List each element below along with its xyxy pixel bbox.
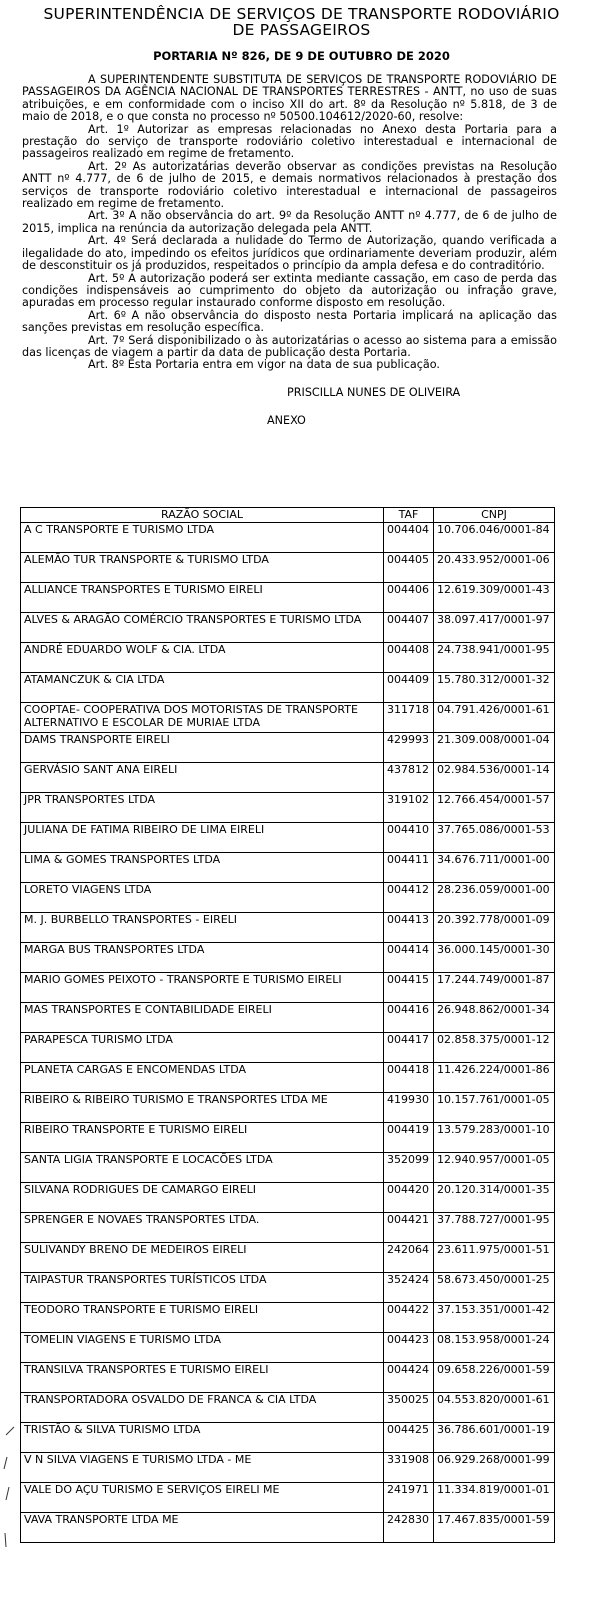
cell-taf: 004414 <box>384 943 434 973</box>
cell-cnpj: 24.738.941/0001-95 <box>434 643 555 673</box>
cell-razao-social: LORETO VIAGENS LTDA <box>21 883 384 913</box>
signature-name: PRISCILLA NUNES DE OLIVEIRA <box>287 385 461 399</box>
cell-taf: 242064 <box>384 1243 434 1273</box>
article-8: Art. 8º Esta Portaria entra em vigor na data de sua publicação. <box>88 358 440 372</box>
table-row <box>21 1213 555 1243</box>
table-row <box>21 1003 555 1033</box>
cell-cnpj: 58.673.450/0001-25 <box>434 1273 555 1303</box>
document-header <box>0 6 603 38</box>
cell-taf: 437812 <box>384 763 434 793</box>
table-row <box>21 1453 555 1483</box>
cell-razao-social: ALEMÃO TUR TRANSPORTE & TURISMO LTDA <box>21 553 384 583</box>
cell-razao-social: COOPTAE- COOPERATIVA DOS MOTORISTAS DE TRANSPORTE ALTERNATIVO E ESCOLAR DE MURIAE LTDA <box>21 703 384 733</box>
cell-cnpj: 10.157.761/0001-05 <box>434 1093 555 1123</box>
table-body <box>21 523 555 1543</box>
cell-cnpj: 04.791.426/0001-61 <box>434 703 555 733</box>
cell-razao-social: SANTA LIGIA TRANSPORTE E LOCACÕES LTDA <box>21 1153 384 1183</box>
cell-razao-social: TRANSPORTADORA OSVALDO DE FRANCA & CIA LTDA <box>21 1393 384 1423</box>
cell-cnpj: 02.984.536/0001-14 <box>434 763 555 793</box>
cell-cnpj: 37.788.727/0001-95 <box>434 1213 555 1243</box>
cell-razao-social: PARAPESCA TURISMO LTDA <box>21 1033 384 1063</box>
cell-cnpj: 28.236.059/0001-00 <box>434 883 555 913</box>
cell-taf: 004410 <box>384 823 434 853</box>
cell-razao-social: A C TRANSPORTE E TURISMO LTDA <box>21 523 384 553</box>
cell-cnpj: 06.929.268/0001-99 <box>434 1453 555 1483</box>
table-row <box>21 1243 555 1273</box>
portaria-title: PORTARIA Nº 826, DE 9 DE OUTUBRO DE 2020 <box>153 49 450 63</box>
cell-razao-social: JPR TRANSPORTES LTDA <box>21 793 384 823</box>
table-row <box>21 973 555 1003</box>
table-row <box>21 853 555 883</box>
cell-cnpj: 11.334.819/0001-01 <box>434 1483 555 1513</box>
article-5: Art. 5º A autorização poderá ser extinta mediante cassação, em caso de perda das condições indispensáveis ao cumprimento do objeto da autorização ou infração grave, apuradas em processo regular instaurado conforme disposto em resolução. <box>22 271 557 310</box>
header-line-1: SUPERINTENDÊNCIA DE SERVIÇOS DE TRANSPORTE RODOVIÁRIO <box>43 5 560 23</box>
preamble-paragraph: A SUPERINTENDENTE SUBSTITUTA DE SERVIÇOS DE TRANSPORTE RODOVIÁRIO DE PASSAGEIROS DA AGÊNCIA NACIONAL DE TRANSPORTES TERRESTRES - ANTT, no uso de suas atribuições, e em conformidade com o inciso XII do art. 8º da Resolução nº 5.818, de 3 de maio de 2018, e o que consta no processo nº 50500.104612/2020-60, resolve: <box>22 73 557 124</box>
table-row <box>21 673 555 703</box>
cell-cnpj: 12.766.454/0001-57 <box>434 793 555 823</box>
table-row <box>21 1333 555 1363</box>
cell-razao-social: TAIPASTUR TRANSPORTES TURÍSTICOS LTDA <box>21 1273 384 1303</box>
column-header-taf: TAF <box>384 508 434 523</box>
cell-razao-social: M. J. BURBELLO TRANSPORTES - EIRELI <box>21 913 384 943</box>
cell-taf: 004404 <box>384 523 434 553</box>
anexo-title: ANEXO <box>267 413 306 427</box>
cell-taf: 004406 <box>384 583 434 613</box>
cell-cnpj: 36.000.145/0001-30 <box>434 943 555 973</box>
table-row <box>21 1123 555 1153</box>
cell-razao-social: DAMS TRANSPORTE EIRELI <box>21 733 384 763</box>
cell-cnpj: 11.426.224/0001-86 <box>434 1063 555 1093</box>
cell-cnpj: 17.244.749/0001-87 <box>434 973 555 1003</box>
cell-cnpj: 21.309.008/0001-04 <box>434 733 555 763</box>
cell-razao-social: SILVANA RODRIGUES DE CAMARGO EIRELI <box>21 1183 384 1213</box>
cell-taf: 004419 <box>384 1123 434 1153</box>
header-line-2: DE PASSAGEIROS <box>232 21 371 39</box>
cell-taf: 004412 <box>384 883 434 913</box>
cell-taf: 419930 <box>384 1093 434 1123</box>
cell-cnpj: 23.611.975/0001-51 <box>434 1243 555 1273</box>
cell-taf: 429993 <box>384 733 434 763</box>
cell-taf: 004415 <box>384 973 434 1003</box>
table-row <box>21 523 555 553</box>
cell-razao-social: TRISTÃO & SILVA TURISMO LTDA <box>21 1423 384 1453</box>
cell-taf: 331908 <box>384 1453 434 1483</box>
cell-cnpj: 36.786.601/0001-19 <box>434 1423 555 1453</box>
cell-cnpj: 04.553.820/0001-61 <box>434 1393 555 1423</box>
cell-razao-social: MAS TRANSPORTES E CONTABILIDADE EIRELI <box>21 1003 384 1033</box>
cell-taf: 242830 <box>384 1513 434 1543</box>
cell-taf: 004408 <box>384 643 434 673</box>
table-row <box>21 703 555 733</box>
cell-razao-social: RIBEIRO TRANSPORTE E TURISMO EIRELI <box>21 1123 384 1153</box>
cell-cnpj: 09.658.226/0001-59 <box>434 1363 555 1393</box>
cell-taf: 350025 <box>384 1393 434 1423</box>
cell-cnpj: 20.433.952/0001-06 <box>434 553 555 583</box>
table-row <box>21 913 555 943</box>
cell-razao-social: SPRENGER E NOVAES TRANSPORTES LTDA. <box>21 1213 384 1243</box>
cell-taf: 352424 <box>384 1273 434 1303</box>
cell-cnpj: 37.765.086/0001-53 <box>434 823 555 853</box>
cell-taf: 004424 <box>384 1363 434 1393</box>
table-row <box>21 763 555 793</box>
table-row <box>21 733 555 763</box>
cell-taf: 004409 <box>384 673 434 703</box>
cell-cnpj: 20.120.314/0001-35 <box>434 1183 555 1213</box>
cell-razao-social: SULIVANDY BRENO DE MEDEIROS EIRELI <box>21 1243 384 1273</box>
cell-cnpj: 17.467.835/0001-59 <box>434 1513 555 1543</box>
cell-razao-social: VAVA TRANSPORTE LTDA ME <box>21 1513 384 1543</box>
cell-razao-social: PLANETA CARGAS E ENCOMENDAS LTDA <box>21 1063 384 1093</box>
cell-cnpj: 08.153.958/0001-24 <box>434 1333 555 1363</box>
cell-cnpj: 20.392.778/0001-09 <box>434 913 555 943</box>
cell-taf: 004423 <box>384 1333 434 1363</box>
cell-taf: 241971 <box>384 1483 434 1513</box>
table-row <box>21 793 555 823</box>
table-row <box>21 823 555 853</box>
cell-razao-social: MARIO GOMES PEIXOTO - TRANSPORTE E TURISMO EIRELI <box>21 973 384 1003</box>
table-row <box>21 613 555 643</box>
table-row <box>21 1303 555 1333</box>
article-7: Art. 7º Será disponibilizado o às autorizatárias o acesso ao sistema para a emissão das licenças de viagem a partir da data de publicação desta Portaria. <box>22 333 557 359</box>
table-row <box>21 1513 555 1543</box>
cell-taf: 004405 <box>384 553 434 583</box>
table-row <box>21 1423 555 1453</box>
cell-taf: 004418 <box>384 1063 434 1093</box>
cell-taf: 311718 <box>384 703 434 733</box>
table-row <box>21 1183 555 1213</box>
table-row <box>21 883 555 913</box>
table-row <box>21 553 555 583</box>
cell-razao-social: ALVES & ARAGÃO COMÉRCIO TRANSPORTES E TURISMO LTDA <box>21 613 384 643</box>
cell-cnpj: 26.948.862/0001-34 <box>434 1003 555 1033</box>
cell-razao-social: LIMA & GOMES TRANSPORTES LTDA <box>21 853 384 883</box>
column-header-cnpj: CNPJ <box>434 508 555 523</box>
table-row <box>21 1363 555 1393</box>
table-row <box>21 1153 555 1183</box>
column-header-razao-social: RAZÃO SOCIAL <box>21 508 384 523</box>
cell-cnpj: 10.706.046/0001-84 <box>434 523 555 553</box>
cell-taf: 352099 <box>384 1153 434 1183</box>
cell-taf: 004422 <box>384 1303 434 1333</box>
cell-taf: 004421 <box>384 1213 434 1243</box>
cell-taf: 004416 <box>384 1003 434 1033</box>
cell-razao-social: RIBEIRO & RIBEIRO TURISMO E TRANSPORTES LTDA ME <box>21 1093 384 1123</box>
table-row <box>21 583 555 613</box>
anexo-table <box>20 507 555 1543</box>
cell-taf: 004420 <box>384 1183 434 1213</box>
table-row <box>21 1273 555 1303</box>
cell-taf: 004411 <box>384 853 434 883</box>
cell-razao-social: TOMELIN VIAGENS E TURISMO LTDA <box>21 1333 384 1363</box>
cell-razao-social: TRANSILVA TRANSPORTES E TURISMO EIRELI <box>21 1363 384 1393</box>
table-row <box>21 943 555 973</box>
table-row <box>21 1093 555 1123</box>
cell-cnpj: 13.579.283/0001-10 <box>434 1123 555 1153</box>
cell-cnpj: 38.097.417/0001-97 <box>434 613 555 643</box>
article-2: Art. 2º As autorizatárias deverão observar as condições previstas na Resolução ANTT nº 4.777, de 6 de julho de 2015, e demais normativos relacionados à prestação dos serviços de transporte rodoviário coletivo interestadual e internacional de passageiros realizado em regime de fretamento. <box>22 159 557 211</box>
table-row <box>21 1033 555 1063</box>
cell-razao-social: GERVÁSIO SANT ANA EIRELI <box>21 763 384 793</box>
portaria-body <box>22 74 557 372</box>
table-header-row <box>21 508 555 523</box>
article-6: Art. 6º A não observância do disposto nesta Portaria implicará na aplicação das sanções previstas em resolução específica. <box>22 308 557 335</box>
cell-cnpj: 12.940.957/0001-05 <box>434 1153 555 1183</box>
cell-razao-social: VALE DO AÇU TURISMO E SERVIÇOS EIRELI ME <box>21 1483 384 1513</box>
cell-razao-social: V N SILVA VIAGENS E TURISMO LTDA - ME <box>21 1453 384 1483</box>
cell-taf: 004413 <box>384 913 434 943</box>
article-1: Art. 1º Autorizar as empresas relacionadas no Anexo desta Portaria para a prestação do serviço de transporte rodoviário coletivo interestadual e internacional de passageiros realizado em regime de fretamento. <box>22 122 557 161</box>
cell-razao-social: TEODORO TRANSPORTE E TURISMO EIRELI <box>21 1303 384 1333</box>
margin-scan-marks <box>0 1425 20 1585</box>
cell-taf: 319102 <box>384 793 434 823</box>
cell-razao-social: ATAMANCZUK & CIA LTDA <box>21 673 384 703</box>
article-3: Art. 3º A não observância do art. 9º da Resolução ANTT nº 4.777, de 6 de julho de 2015, implica na renúncia da autorização delegada pela ANTT. <box>22 209 557 235</box>
cell-razao-social: ALLIANCE TRANSPORTES E TURISMO EIRELI <box>21 583 384 613</box>
cell-razao-social: MARGA BUS TRANSPORTES LTDA <box>21 943 384 973</box>
table-row <box>21 1393 555 1423</box>
cell-razao-social: ANDRÉ EDUARDO WOLF & CIA. LTDA <box>21 643 384 673</box>
cell-cnpj: 37.153.351/0001-42 <box>434 1303 555 1333</box>
cell-taf: 004417 <box>384 1033 434 1063</box>
cell-cnpj: 15.780.312/0001-32 <box>434 673 555 703</box>
cell-cnpj: 34.676.711/0001-00 <box>434 853 555 883</box>
cell-taf: 004407 <box>384 613 434 643</box>
cell-cnpj: 12.619.309/0001-43 <box>434 583 555 613</box>
table-row <box>21 1063 555 1093</box>
article-4: Art. 4º Será declarada a nulidade do Termo de Autorização, quando verificada a ilegalidade do ato, impedindo os efeitos jurídicos que ordinariamente deveriam produzir, além de desconstituir os já produzidos, respeitados o princípio da ampla defesa e do contraditório. <box>22 234 557 273</box>
cell-cnpj: 02.858.375/0001-12 <box>434 1033 555 1063</box>
table-row <box>21 1483 555 1513</box>
table-row <box>21 643 555 673</box>
cell-taf: 004425 <box>384 1423 434 1453</box>
cell-razao-social: JULIANA DE FATIMA RIBEIRO DE LIMA EIRELI <box>21 823 384 853</box>
